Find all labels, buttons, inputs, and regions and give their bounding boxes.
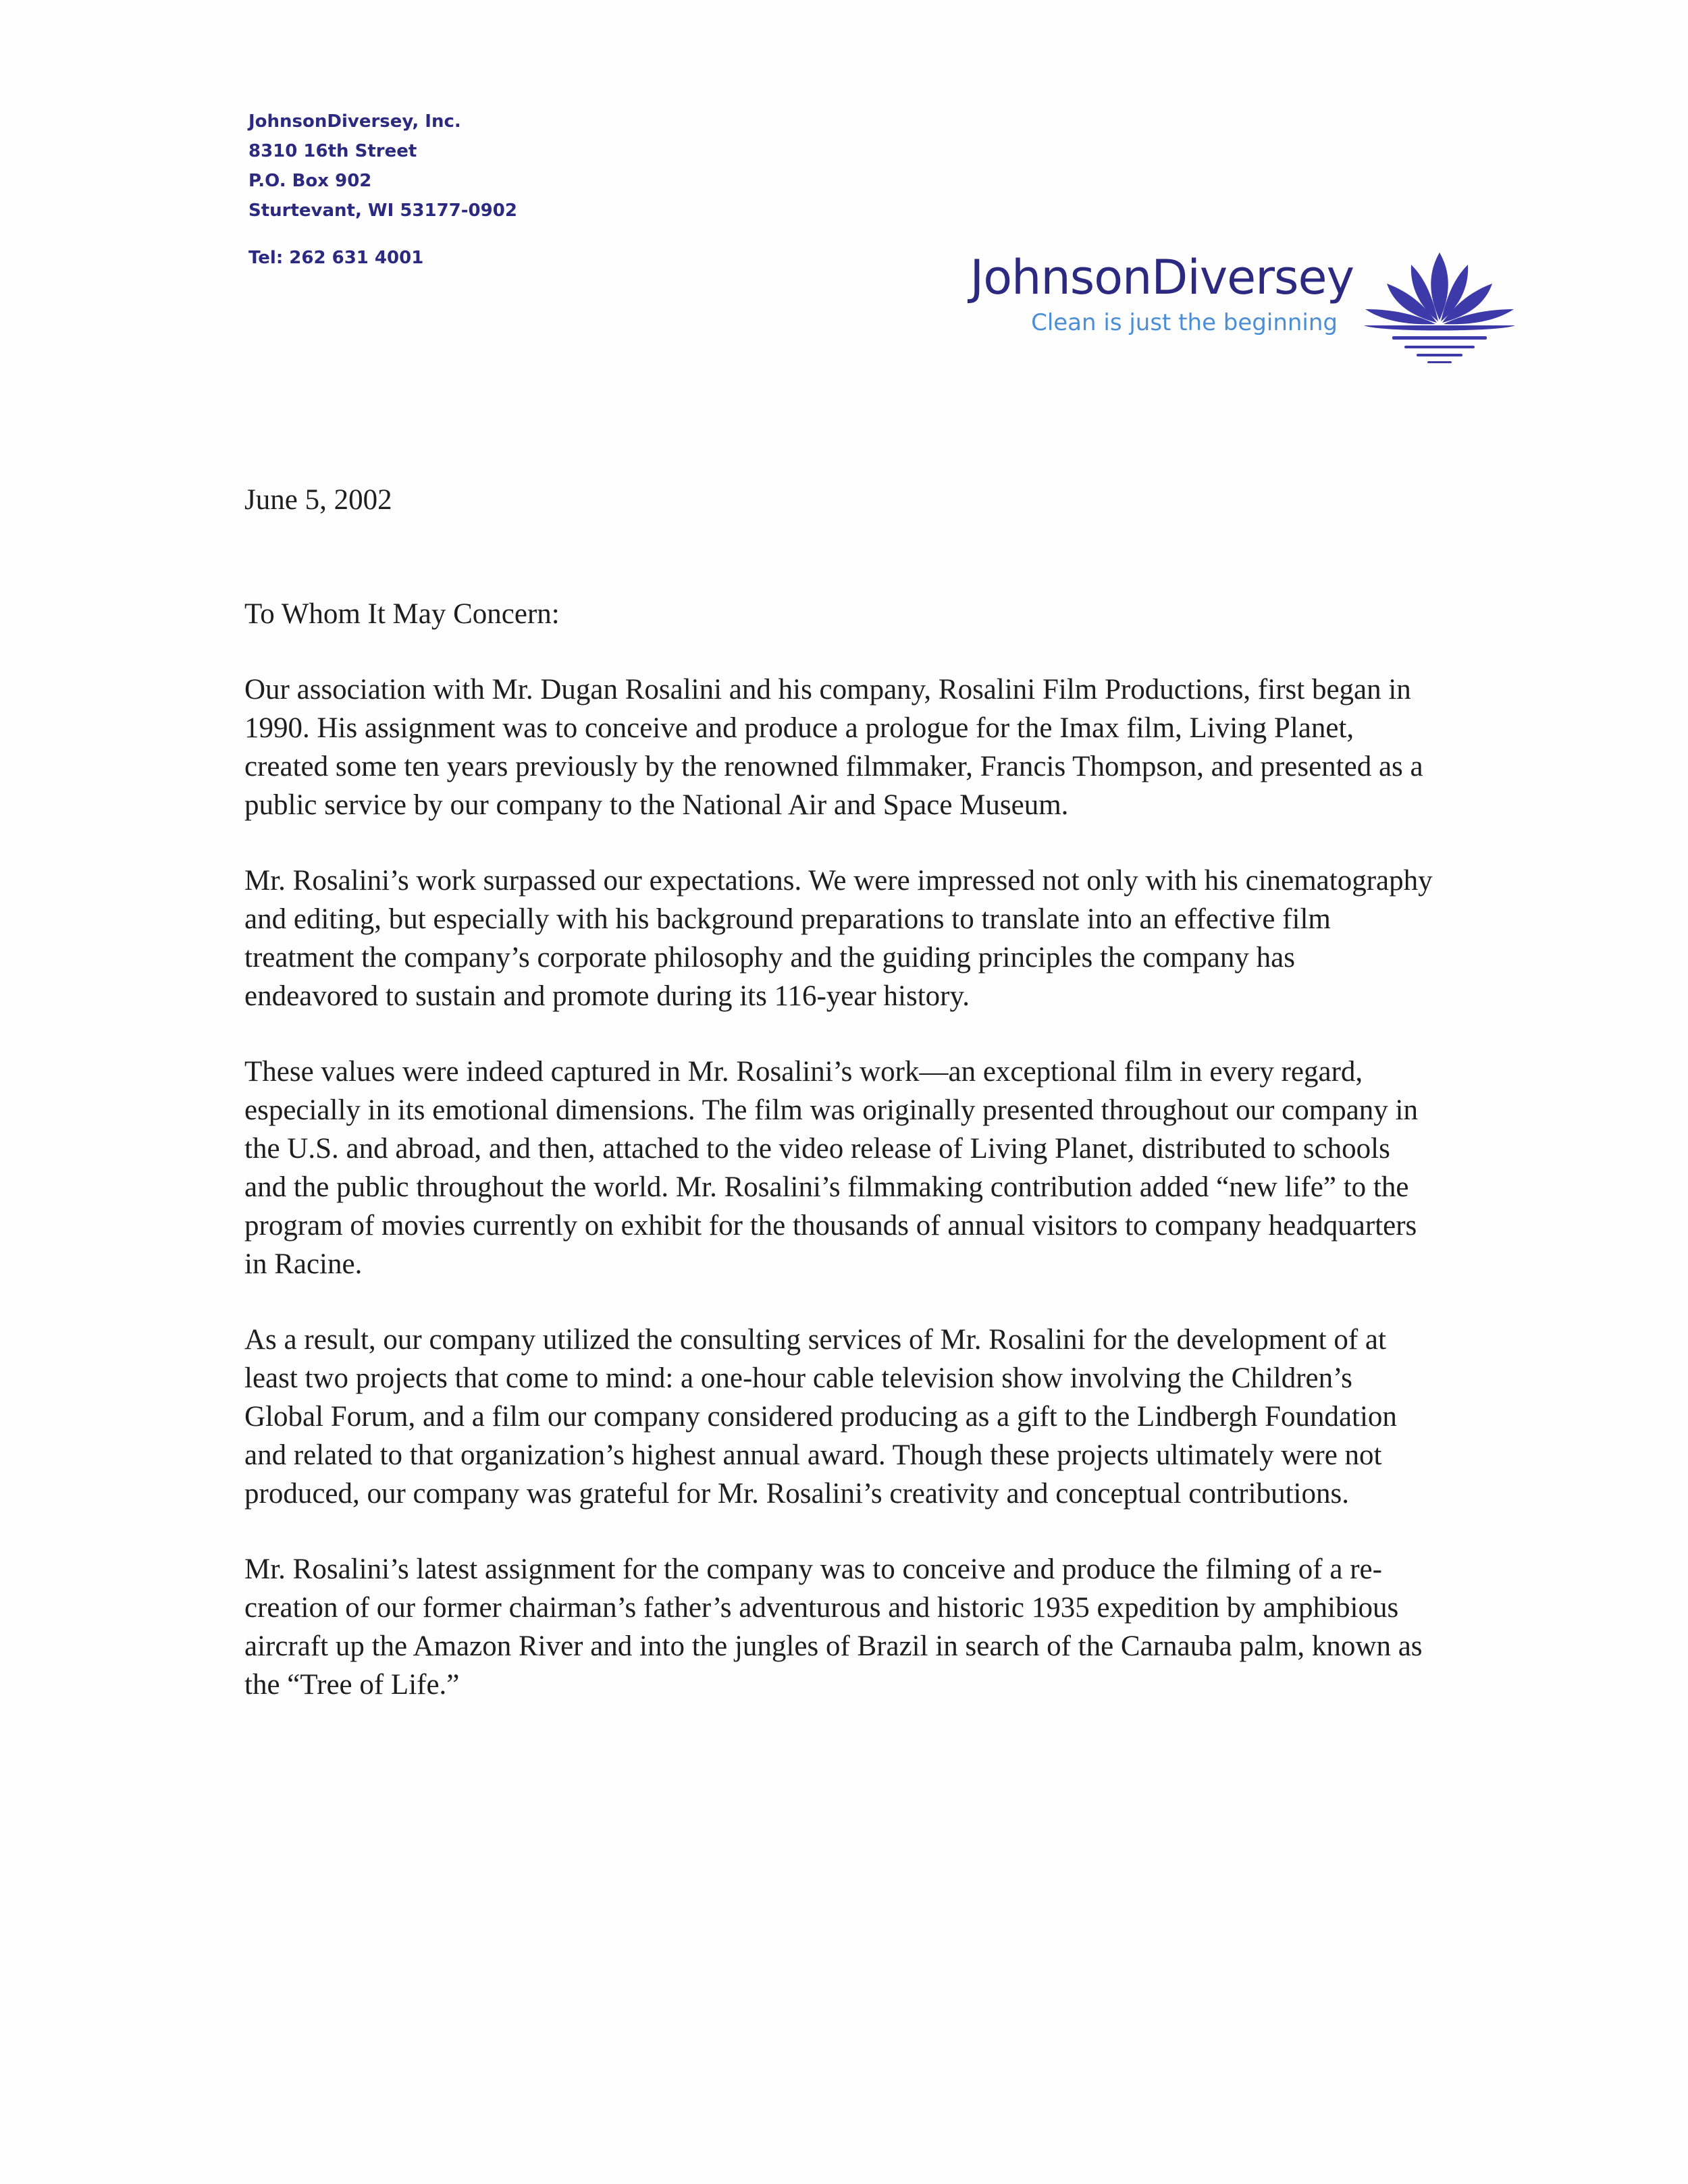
letter-body (244, 481, 1433, 1741)
lotus-icon (1359, 244, 1521, 373)
paragraph-3: These values were indeed captured in Mr. Rosalini’s work—an exceptional film in every regard, especially in its emotional dimensions. The film was originally presented throughout our company in the U.S. and abroad, and then, attached to the video release of Living Planet, distributed to schools and the public throughout the world. Mr. Rosalini’s filmmaking contribution added “new life” to the program of movies currently on exhibit for the thousands of annual visitors to company headquarters in Racine. (244, 1056, 1418, 1280)
paragraph-1: Our association with Mr. Dugan Rosalini and his company, Rosalini Film Productions, first began in 1990. His assignment was to conceive and produce a prologue for the Imax film, Living Planet, created some ten years previously by the renowned filmmaker, Francis Thompson, and presented as a public service by our company to the National Air and Space Museum. (244, 674, 1423, 821)
paragraph-2: Mr. Rosalini’s work surpassed our expectations. We were impressed not only with his cinematography and editing, but especially with his background preparations to translate into an effective film treatment the company’s corporate philosophy and the guiding principles the company has endeavored to sustain and promote during its 116-year history. (244, 865, 1433, 1012)
telephone: Tel: 262 631 4001 (248, 248, 424, 268)
address-po-box: P.O. Box 902 (248, 171, 372, 191)
brand-logo (949, 250, 1354, 338)
paragraph-5: Mr. Rosalini’s latest assignment for the company was to conceive and produce the filming of a re-creation of our former chairman’s father’s adventurous and historic 1935 expedition by amphibious aircraft up the Amazon River and into the jungles of Brazil in search of the Carnauba palm, known as the “Tree of Life.” (244, 1553, 1423, 1701)
address-street: 8310 16th Street (248, 141, 417, 161)
salutation: To Whom It May Concern: (244, 598, 560, 630)
paragraph-4: As a result, our company utilized the consulting services of Mr. Rosalini for the development of at least two projects that come to mind: a one-hour cable television show involving the Children’s Global Forum, and a film our company considered producing as a gift to the Lindbergh Foundation and related to that organization’s highest annual award. Though these projects ultimately were not produced, our company was grateful for Mr. Rosalini’s creativity and conceptual contributions. (244, 1324, 1397, 1510)
sender-address (248, 107, 517, 273)
letter-date: June 5, 2002 (244, 484, 392, 516)
address-city: Sturtevant, WI 53177-0902 (248, 201, 517, 221)
brand-tagline: Clean is just the beginning (1031, 309, 1338, 336)
brand-name: JohnsonDiversey (970, 250, 1354, 305)
address-company: JohnsonDiversey, Inc. (248, 111, 461, 132)
